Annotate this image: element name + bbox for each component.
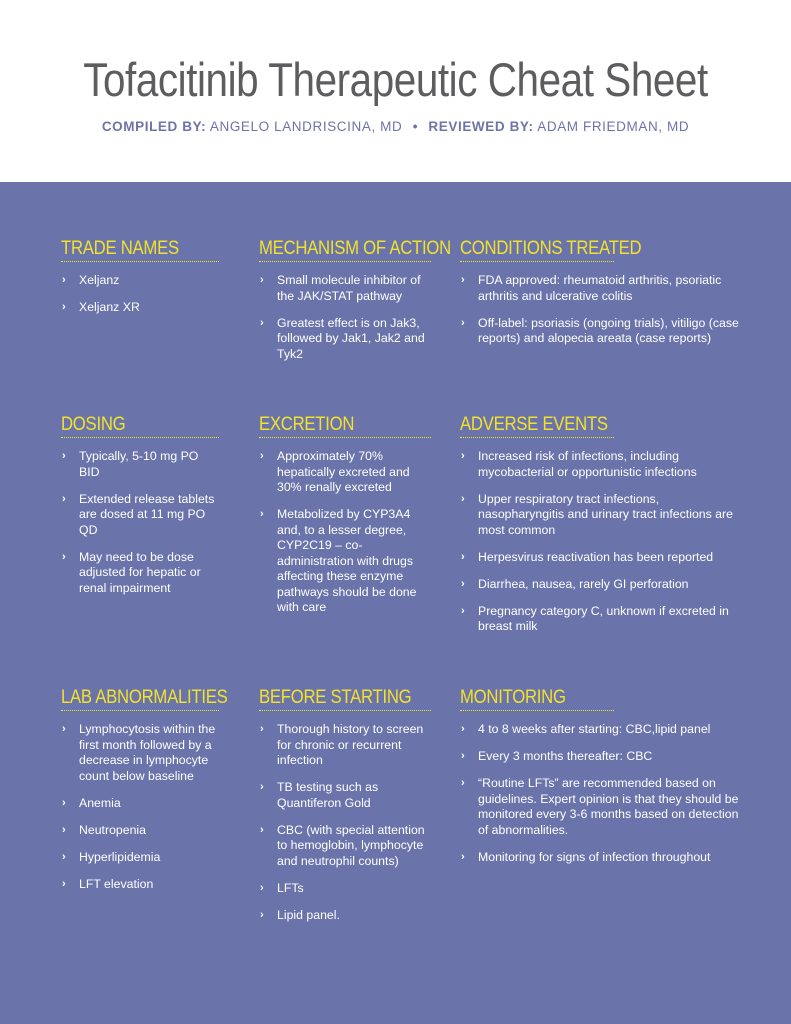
- list-item-text: FDA approved: rheumatoid arthritis, psoriatic arthritis and ulcerative colitis: [478, 273, 722, 303]
- bullet-list: [460, 273, 740, 347]
- section-dosing: [61, 414, 219, 608]
- list-item: [460, 604, 740, 635]
- list-item: [61, 722, 219, 784]
- list-item: [61, 492, 219, 539]
- list-item-text: “Routine LFTs” are recommended based on guidelines. Expert opinion is that they should be monitored every 3-6 months based on detection of abnormalities.: [478, 776, 739, 837]
- list-item: [61, 300, 219, 316]
- chevron-right-icon: ›: [62, 723, 66, 735]
- chevron-right-icon: ›: [260, 781, 264, 793]
- chevron-right-icon: ›: [62, 850, 66, 863]
- chevron-right-icon: ›: [62, 450, 66, 462]
- dotted-divider: [61, 710, 219, 711]
- list-item-text: Thorough history to screen for chronic or recurrent infection: [277, 722, 424, 767]
- list-item-text: 4 to 8 weeks after starting: CBC,lipid panel: [478, 722, 711, 736]
- list-item: [460, 722, 740, 738]
- list-item: [460, 492, 740, 539]
- dotted-divider: [460, 710, 614, 711]
- list-item-text: Every 3 months thereafter: CBC: [478, 749, 653, 763]
- dotted-divider: [460, 437, 614, 438]
- list-item-text: Typically, 5-10 mg PO BID: [79, 449, 199, 479]
- list-item-text: Monitoring for signs of infection throughout: [478, 849, 711, 864]
- section-adverse-events: [460, 414, 740, 646]
- bullet-list: [61, 449, 219, 596]
- chevron-right-icon: ›: [461, 492, 465, 505]
- chevron-right-icon: ›: [461, 316, 465, 329]
- section-heading: MECHANISM OF ACTION: [259, 238, 451, 259]
- list-item: [259, 316, 431, 363]
- reviewed-by-name: ADAM FRIEDMAN, MD: [537, 119, 690, 134]
- list-item: [61, 877, 219, 893]
- list-item: [460, 850, 740, 866]
- chevron-right-icon: ›: [461, 604, 465, 617]
- compiled-by-label: COMPILED BY:: [101, 119, 207, 134]
- chevron-right-icon: ›: [260, 723, 264, 735]
- section-mechanism: [259, 238, 451, 374]
- list-item-text: Herpesvirus reactivation has been reported: [478, 549, 714, 564]
- list-item-text: Pregnancy category C, unknown if excreted in breast milk: [478, 603, 729, 633]
- chevron-right-icon: ›: [260, 508, 264, 520]
- list-item: [259, 780, 431, 811]
- list-item: [460, 749, 740, 765]
- list-item-text: Anemia: [79, 795, 121, 810]
- separator-dot: •: [412, 119, 419, 134]
- chevron-right-icon: ›: [461, 723, 465, 735]
- list-item-text: TB testing such as Quantiferon Gold: [277, 780, 379, 810]
- list-item: [61, 850, 219, 866]
- chevron-right-icon: ›: [62, 796, 66, 809]
- list-item-text: Lymphocytosis within the first month followed by a decrease in lymphocyte count below baseline: [79, 722, 216, 783]
- chevron-right-icon: ›: [461, 850, 465, 863]
- dotted-divider: [61, 437, 219, 438]
- list-item: [61, 796, 219, 812]
- section-heading: MONITORING: [460, 687, 566, 708]
- section-heading: DOSING: [61, 414, 126, 435]
- list-item-text: Lipid panel.: [277, 907, 340, 922]
- list-item-text: Greatest effect is on Jak3, followed by Jak1, Jak2 and Tyk2: [277, 315, 425, 361]
- section-lab-abnormalities: [61, 687, 228, 904]
- content-panel: [0, 182, 791, 1024]
- list-item: [460, 449, 740, 480]
- list-item-text: Neutropenia: [79, 822, 146, 837]
- chevron-right-icon: ›: [62, 877, 66, 890]
- chevron-right-icon: ›: [461, 450, 465, 462]
- bullet-list: [259, 273, 431, 362]
- section-before-starting: [259, 687, 431, 935]
- list-item: [460, 316, 740, 347]
- section-trade-names: [61, 238, 219, 327]
- list-item-text: Xeljanz: [79, 273, 120, 287]
- chevron-right-icon: ›: [461, 274, 465, 286]
- section-excretion: [259, 414, 431, 627]
- chevron-right-icon: ›: [260, 823, 264, 836]
- list-item-text: LFT elevation: [79, 876, 154, 891]
- list-item: [259, 722, 431, 769]
- section-heading: LAB ABNORMALITIES: [61, 687, 228, 708]
- list-item-text: Xeljanz XR: [79, 300, 140, 314]
- list-item: [259, 908, 431, 924]
- page-header: [0, 0, 791, 182]
- dotted-divider: [61, 261, 219, 262]
- bullet-list: [259, 722, 431, 923]
- compiled-by-name: ANGELO LANDRISCINA, MD: [209, 119, 403, 134]
- chevron-right-icon: ›: [260, 274, 264, 286]
- list-item-text: Extended release tablets are dosed at 11 mg PO QD: [79, 491, 215, 537]
- list-item-text: Hyperlipidemia: [79, 849, 161, 864]
- chevron-right-icon: ›: [461, 750, 465, 762]
- list-item: [259, 507, 431, 616]
- chevron-right-icon: ›: [62, 550, 66, 563]
- list-item: [61, 273, 219, 289]
- dotted-divider: [259, 710, 431, 711]
- list-item-text: Off-label: psoriasis (ongoing trials), vitiligo (case reports) and alopecia areata (case reports): [478, 315, 739, 345]
- chevron-right-icon: ›: [461, 777, 465, 789]
- list-item: [460, 776, 740, 838]
- page-title: Tofacitinib Therapeutic Cheat Sheet: [83, 53, 708, 106]
- list-item: [259, 273, 431, 304]
- list-item-text: Upper respiratory tract infections, nasopharyngitis and urinary tract infections are most common: [478, 491, 733, 537]
- list-item: [61, 823, 219, 839]
- chevron-right-icon: ›: [260, 450, 264, 462]
- dotted-divider: [259, 437, 431, 438]
- chevron-right-icon: ›: [62, 823, 66, 836]
- list-item-text: LFTs: [277, 880, 304, 895]
- chevron-right-icon: ›: [260, 908, 264, 921]
- section-heading: CONDITIONS TREATED: [460, 238, 642, 259]
- section-heading: ADVERSE EVENTS: [460, 414, 608, 435]
- list-item-text: Small molecule inhibitor of the JAK/STAT pathway: [277, 273, 421, 303]
- section-conditions: [460, 238, 740, 358]
- section-heading: BEFORE STARTING: [259, 687, 412, 708]
- chevron-right-icon: ›: [62, 274, 66, 286]
- list-item-text: Metabolized by CYP3A4 and, to a lesser degree, CYP2C19 – co-administration with drugs affecting these enzyme pathways should be done with care: [277, 507, 417, 614]
- reviewed-by-label: REVIEWED BY:: [428, 119, 534, 134]
- bullet-list: [61, 722, 219, 892]
- list-item: [259, 823, 431, 870]
- credits-line: [0, 119, 791, 134]
- list-item-text: Approximately 70% hepatically excreted and 30% renally excreted: [277, 449, 410, 494]
- chevron-right-icon: ›: [260, 881, 264, 894]
- list-item: [460, 273, 740, 304]
- bullet-list: [61, 273, 219, 316]
- bullet-list: [460, 722, 740, 865]
- list-item-text: Diarrhea, nausea, rarely GI perforation: [478, 576, 689, 591]
- list-item: [460, 577, 740, 593]
- chevron-right-icon: ›: [461, 550, 465, 563]
- list-item-text: CBC (with special attention to hemoglobin, lymphocyte and neutrophil counts): [277, 822, 425, 868]
- list-item: [61, 449, 219, 480]
- dotted-divider: [259, 261, 431, 262]
- section-monitoring: [460, 687, 740, 877]
- chevron-right-icon: ›: [461, 577, 465, 590]
- chevron-right-icon: ›: [260, 316, 264, 329]
- list-item: [460, 550, 740, 566]
- chevron-right-icon: ›: [62, 301, 66, 313]
- list-item-text: May need to be dose adjusted for hepatic or renal impairment: [79, 549, 201, 595]
- list-item-text: Increased risk of infections, including mycobacterial or opportunistic infections: [478, 449, 697, 479]
- chevron-right-icon: ›: [62, 492, 66, 505]
- list-item: [61, 550, 219, 597]
- section-heading: EXCRETION: [259, 414, 355, 435]
- section-heading: TRADE NAMES: [61, 238, 179, 259]
- dotted-divider: [460, 261, 614, 262]
- list-item: [259, 449, 431, 496]
- list-item: [259, 881, 431, 897]
- bullet-list: [259, 449, 431, 616]
- bullet-list: [460, 449, 740, 635]
